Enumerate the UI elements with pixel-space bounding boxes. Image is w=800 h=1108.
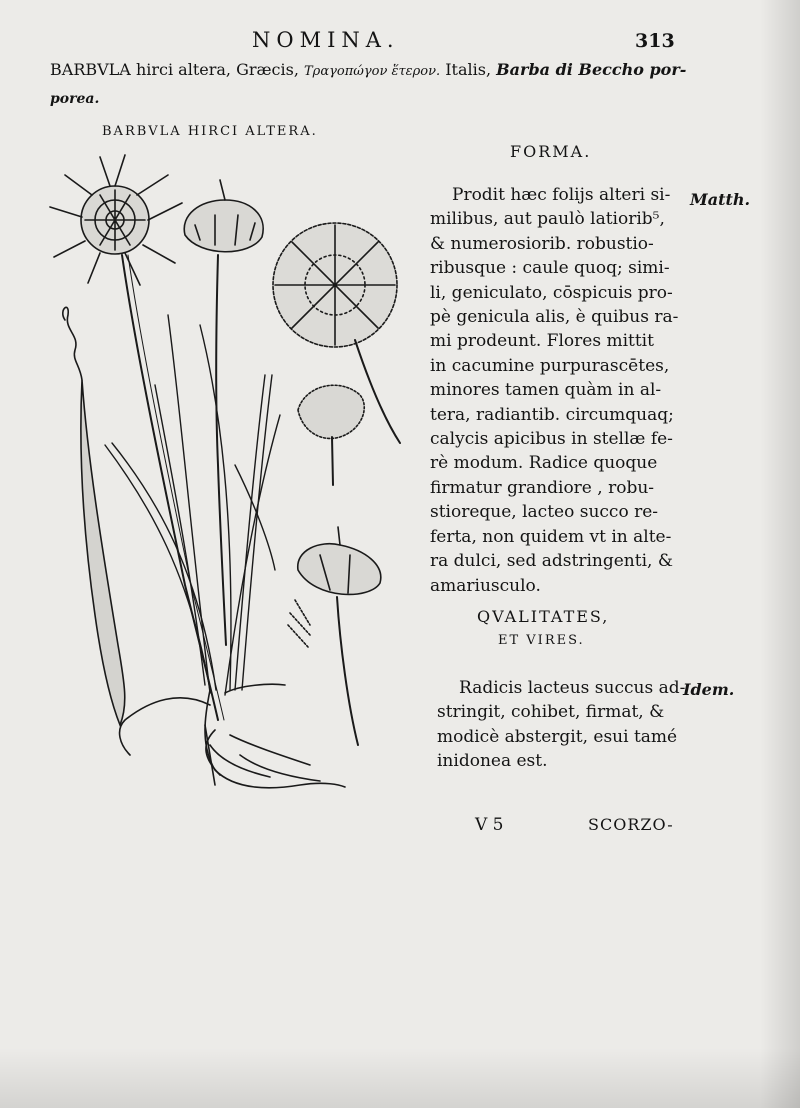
forma-line: in cacumine purpurascētes, [430, 355, 670, 376]
nomina-italis: Italis, [440, 60, 497, 79]
page-edge-shadow [760, 0, 800, 1108]
nomina-greek: Τραγοπώγον ἕτερον. [304, 64, 441, 79]
forma-paragraph [430, 183, 690, 598]
closed-flower-bud [288, 527, 381, 745]
forma-line: Prodit hæc folijs alteri si- [452, 185, 671, 205]
forma-line: firmatur grandiore , robu- [430, 477, 655, 498]
qualitates-line: modicè abstergit, esui tamé [437, 726, 678, 747]
forma-line: ferta, non quidem vt in alte- [430, 526, 672, 547]
nomina-line [50, 60, 686, 79]
forma-line: & numerosiorib. robustio- [430, 233, 654, 254]
forma-heading: FORMA. [510, 142, 592, 161]
qualitates-line: Radicis lacteus succus ad- [459, 678, 686, 698]
grass-leaves [105, 315, 280, 695]
forma-line: li, geniculato, cōspicuis pro- [430, 282, 673, 303]
forma-line: calycis apicibus in stellæ fe- [430, 429, 673, 450]
margin-note-matth: Matth. [690, 190, 751, 209]
figure-caption: BARBVLA HIRCI ALTERA. [102, 124, 318, 139]
nomina-italian: Barba di Becch [496, 60, 634, 79]
qualitates-paragraph [437, 676, 697, 774]
forma-line: amariusculo. [430, 575, 541, 596]
forma-line: minores tamen quàm in al- [430, 380, 662, 401]
margin-note-idem: Idem. [683, 680, 735, 699]
running-title: NOMINA. [252, 28, 400, 52]
nomina-latin: BARBVLA hirci altera, Græcis, [50, 60, 305, 79]
forma-line: stioreque, lacteo succo re- [430, 502, 659, 523]
qualitates-line: stringit, cohibet, firmat, & [437, 702, 665, 723]
catchword: SCORZO- [588, 815, 674, 834]
page-bottom-shadow [0, 1048, 800, 1108]
forma-line: rè modum. Radice quoque [430, 453, 658, 474]
root-mass [120, 684, 345, 787]
pappus-seed [298, 385, 364, 485]
signature-mark: V 5 [475, 815, 504, 835]
qualitates-line: inidonea est. [437, 751, 548, 772]
vires-heading: ET VIRES. [498, 633, 585, 648]
page-number: 313 [635, 30, 675, 52]
forma-line: pè genicula alis, è quibus ra- [430, 307, 679, 328]
nomina-italian-end: o por- [633, 60, 687, 79]
forma-line: ra dulci, sed adstringenti, & [430, 551, 673, 572]
star-flower-head [50, 155, 182, 285]
qualitates-heading: QVALITATES, [477, 607, 610, 626]
forma-line: tera, radiantib. circumquaq; [430, 404, 674, 425]
nomina-continuation: porea. [50, 91, 100, 107]
forma-line: milibus, aut paulò latiorib⁵, [430, 209, 665, 230]
plant-woodcut-illustration [40, 145, 420, 805]
forma-line: mi prodeunt. Flores mittit [430, 331, 654, 352]
seed-pod [63, 307, 125, 725]
forma-line: ribusque : caule quoq; simi- [430, 258, 670, 279]
